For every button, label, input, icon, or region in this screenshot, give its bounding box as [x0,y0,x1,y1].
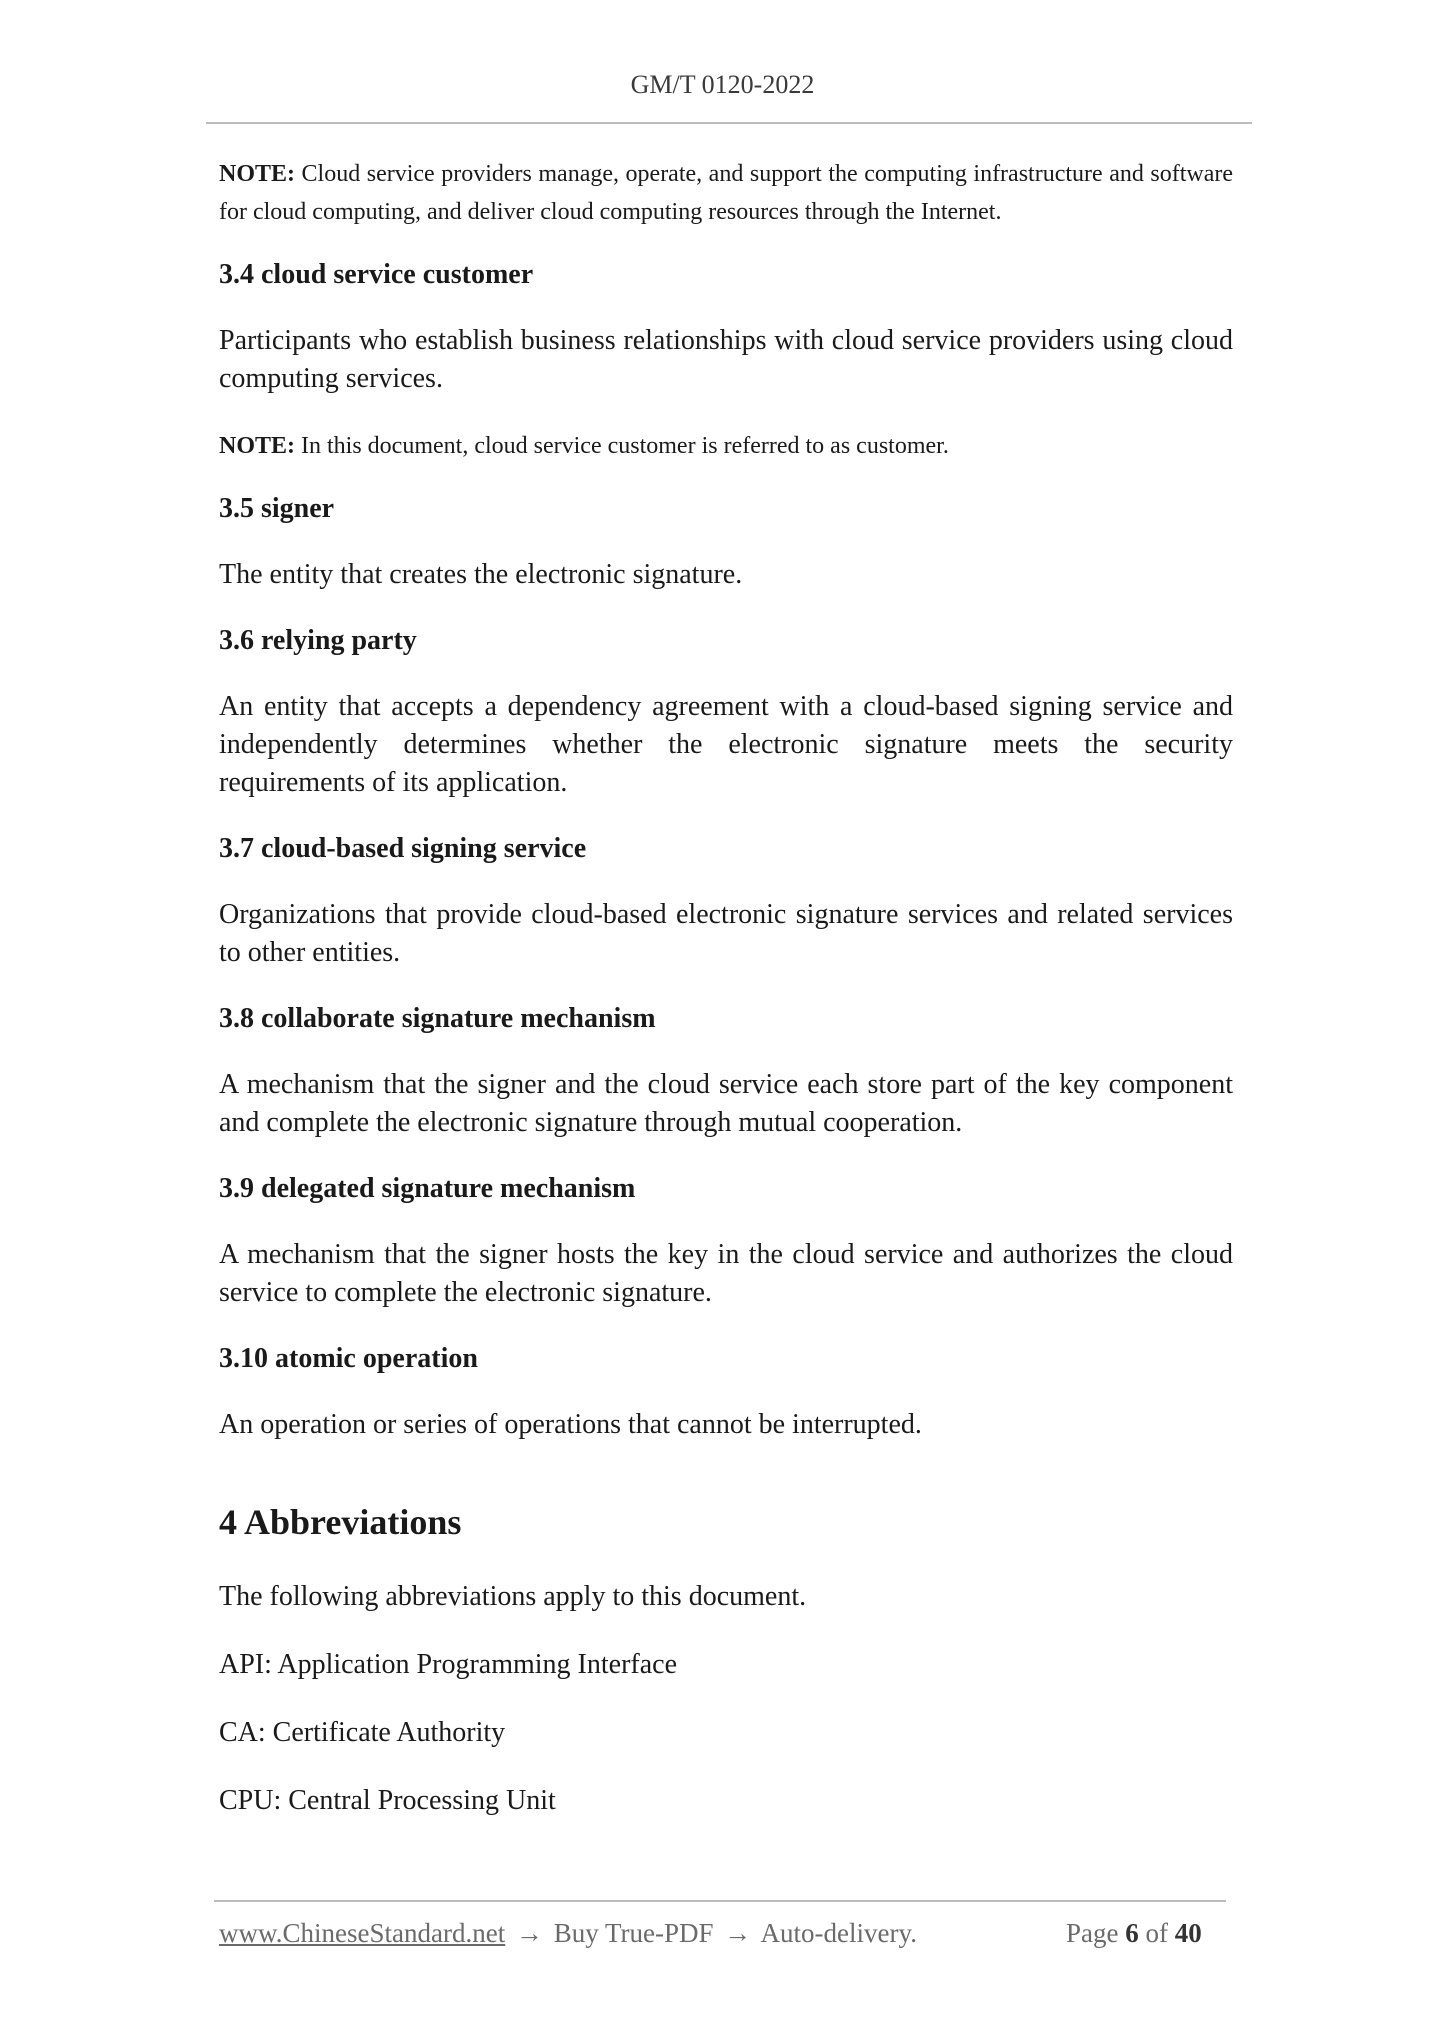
section-title-abbreviations: 4 Abbreviations [219,1502,462,1542]
page-of: of [1145,1918,1168,1948]
buy-true-pdf-text: Buy True-PDF [553,1918,714,1948]
auto-delivery-text: Auto-delivery. [760,1918,917,1948]
page-number [1066,1918,1202,1949]
footer-divider [214,1900,1226,1902]
term-definition-3-10: An operation or series of operations that cannot be interrupted. [219,1409,922,1440]
term-definition-3-6: An entity that accepts a dependency agreement with a cloud-based signing service and independently determines whether the electronic signature meets the security requirements of its application. [219,691,1233,798]
footer-promo [219,1918,917,1949]
document-body [219,155,1233,1850]
term-definition-3-4: Participants who establish business relationships with cloud service providers using cloud computing services. [219,325,1233,394]
term-definition-3-7: Organizations that provide cloud-based electronic signature services and related services to other entities. [219,899,1233,968]
page-header: GM/T 0120-2022 [630,70,815,99]
page-total: 40 [1174,1918,1202,1948]
abbreviation-item: CPU: Central Processing Unit [219,1785,556,1816]
term-heading-3-6: 3.6 relying party [219,625,417,656]
site-link[interactable]: www.ChineseStandard.net [219,1918,506,1948]
page-label: Page [1066,1918,1119,1948]
header-divider [206,122,1252,124]
abbreviation-item: CA: Certificate Authority [219,1717,506,1748]
term-heading-3-7: 3.7 cloud-based signing service [219,833,587,864]
term-definition-3-5: The entity that creates the electronic signature. [219,559,743,590]
term-heading-3-5: 3.5 signer [219,493,335,524]
term-note-3-4 [219,427,1233,465]
term-heading-3-8: 3.8 collaborate signature mechanism [219,1003,656,1034]
term-definition-3-8: A mechanism that the signer and the cloud service each store part of the key component and complete the electronic signature through mutual cooperation. [219,1069,1233,1138]
page-current: 6 [1125,1918,1139,1948]
term-definition-3-9: A mechanism that the signer hosts the key in the cloud service and authorizes the cloud service to complete the electronic signature. [219,1239,1233,1308]
abbreviations-intro: The following abbreviations apply to this document. [219,1581,807,1612]
arrow-right-icon: → [724,1918,752,1948]
note-label: NOTE: [219,433,296,459]
arrow-right-icon: → [515,1918,543,1948]
term-heading-3-4: 3.4 cloud service customer [219,259,534,290]
note-text: Cloud service providers manage, operate, and support the computing infrastructure and software for cloud computing, and deliver cloud computing resources through the Internet. [219,161,1233,225]
term-heading-3-10: 3.10 atomic operation [219,1343,478,1374]
term-heading-3-9: 3.9 delegated signature mechanism [219,1173,636,1204]
note-text: In this document, cloud service customer is referred to as customer. [295,433,949,459]
abbreviation-item: API: Application Programming Interface [219,1649,677,1680]
note-label: NOTE: [219,161,296,187]
intro-note [219,155,1233,231]
